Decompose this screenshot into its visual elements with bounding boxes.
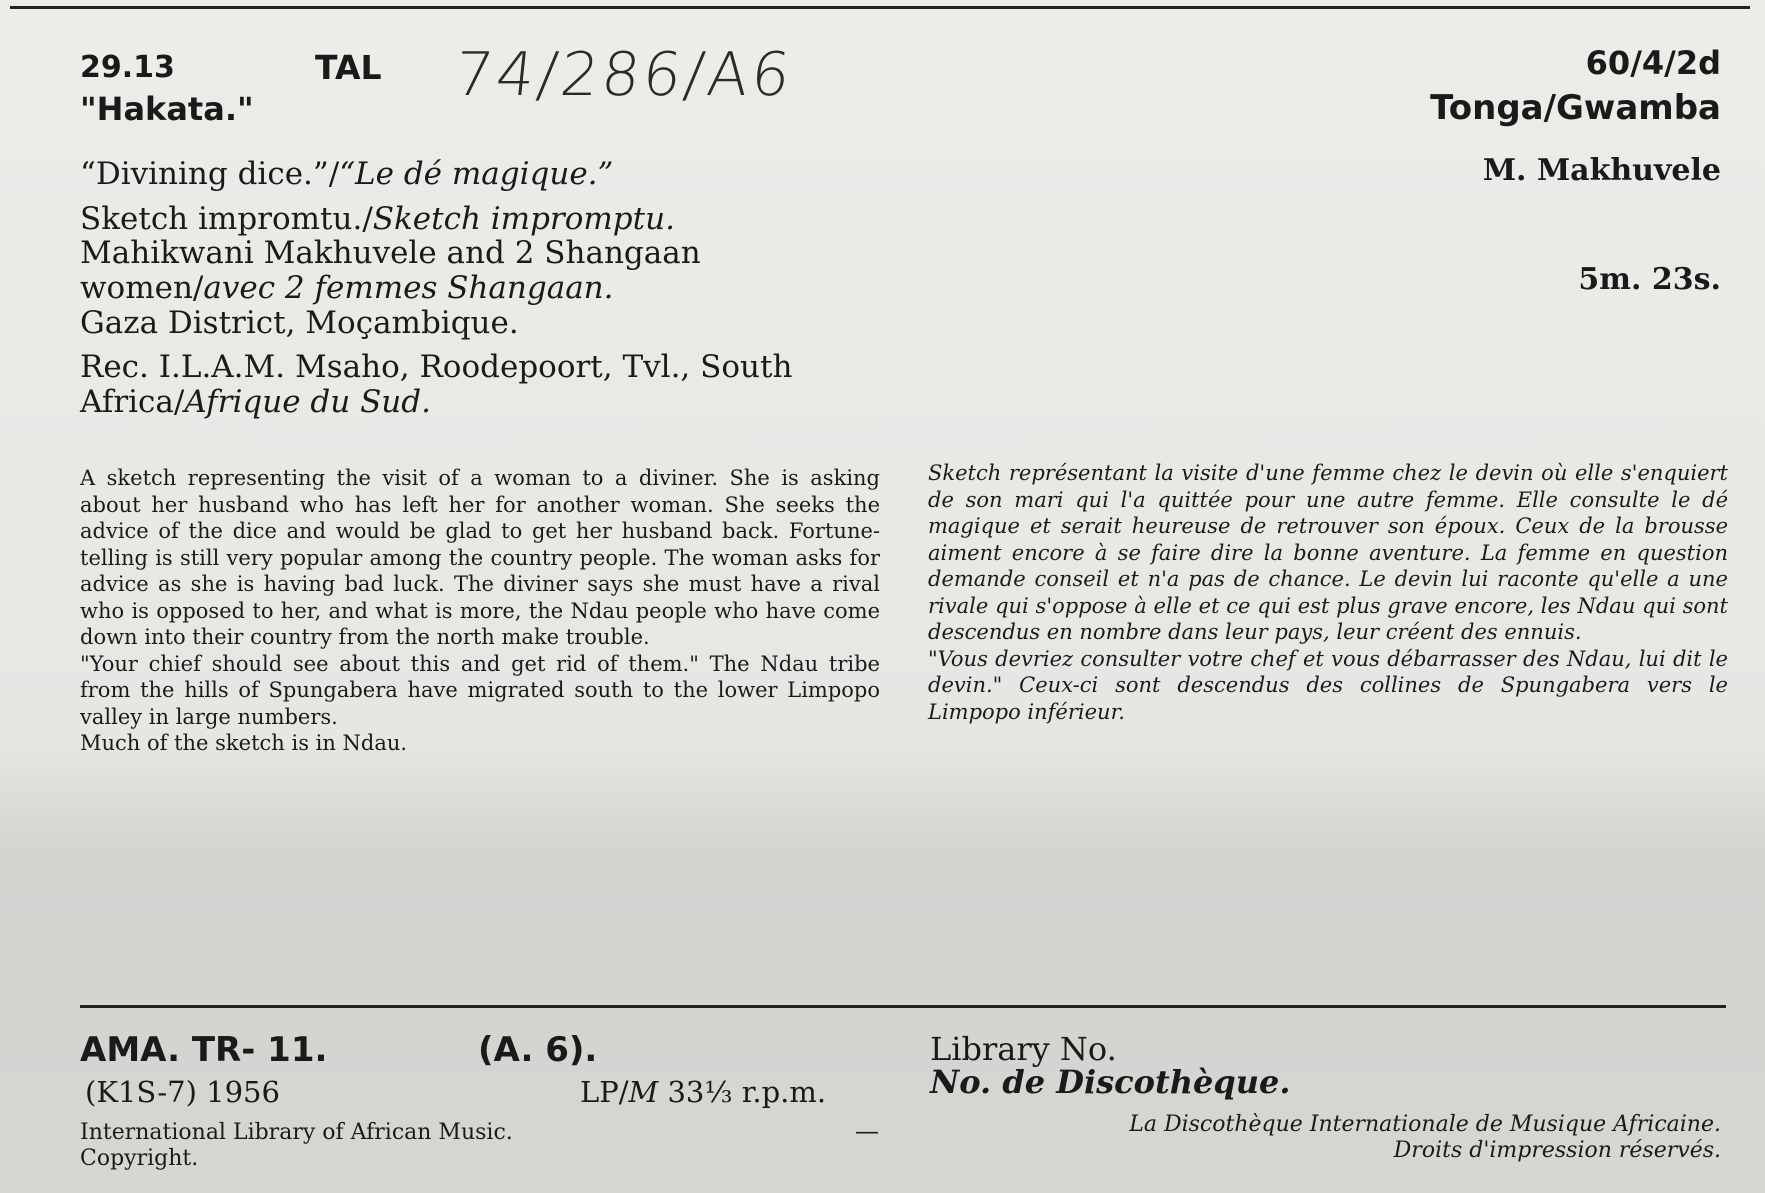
publisher-en — [80, 1120, 513, 1172]
recording-line-1: Rec. I.L.A.M. Msaho, Roodepoort, Tvl., South — [80, 349, 793, 385]
bottom-rule — [80, 1005, 1726, 1008]
format-speed: 33⅓ r.p.m. — [667, 1075, 827, 1109]
performers-en: women/ — [80, 270, 204, 306]
format-m: M — [628, 1075, 659, 1109]
library-number-fr: No. de Discothèque. — [930, 1063, 1291, 1101]
matrix-year: (K1S-7) 1956 — [85, 1075, 280, 1109]
handwritten-reference: 74/286/A6 — [451, 40, 797, 110]
description-fr-paragraph: "Vous devriez consulter votre chef et vous débarrasser des Ndau, lui dit le devin." Ceux-ci sont descendus des collines de Spungabera vers le Limpopo inférieur. — [928, 646, 1728, 724]
series-code: TAL — [315, 48, 382, 87]
translation-en: “Divining dice.”/ — [80, 156, 340, 192]
price-code: 60/4/2d — [1585, 44, 1721, 82]
performers-fr: avec 2 femmes Shangaan. — [203, 270, 614, 306]
description-french — [928, 460, 1728, 725]
recording-en: Africa/ — [80, 384, 185, 420]
catalogue-number: 29.13 — [80, 50, 175, 85]
type-line — [80, 202, 675, 236]
language: Tonga/Gwamba — [1430, 88, 1721, 128]
description-english — [80, 465, 880, 757]
location: Gaza District, Moçambique. — [80, 305, 519, 341]
performer: M. Makhuvele — [1482, 153, 1721, 188]
track-title: "Hakata." — [80, 90, 254, 128]
description-en-paragraph: A sketch representing the visit of a woman to a diviner. She is asking about her husband who has left her for another woman. She seeks the advice of the dice and would be glad to get her husband back. Fortune-telling is still very popular among the country people. The woman asks for advice as she is having bad luck. The diviner says she must have a rival who is opposed to her, and what is more, the Ndau people who have come down into their country from the north make trouble. — [80, 466, 880, 649]
recording-fr: Afrique du Sud. — [184, 384, 431, 420]
translation-fr: “Le dé magique.” — [339, 156, 614, 192]
description-fr-paragraph: Sketch représentant la visite d'une femme chez le devin où elle s'enquiert de son mari qui l'a quittée pour une autre femme. Elle consulte le dé magique et serait heureuse de retrouver son époux. Ceux de la brousse aiment encore à se faire dire la bonne aventure. La femme en question demande conseil et n'a pas de chance. Le devin lui raconte qu'elle a une rivale qui s'oppose à elle et ce qui est plus grave encore, les Ndau qui sont descendus en nombre dans leur pays, leur créent des ennuis. — [928, 461, 1728, 644]
performers-line-2 — [80, 271, 614, 305]
separator-dash: — — [855, 1117, 879, 1145]
record-format — [580, 1075, 826, 1109]
recording-line-2 — [80, 385, 431, 419]
description-en-paragraph: Much of the sketch is in Ndau. — [80, 731, 408, 755]
publisher-fr-line-2: Droits d'impression réservés. — [1393, 1138, 1721, 1163]
publisher-fr — [1129, 1112, 1721, 1164]
side-number: (A. 6). — [478, 1030, 598, 1070]
publisher-fr-line-1: La Discothèque Internationale de Musique Africaine. — [1129, 1112, 1721, 1137]
publisher-en-line-1: International Library of African Music. — [80, 1120, 513, 1145]
library-number-en: Library No. — [930, 1030, 1117, 1068]
publisher-en-line-2: Copyright. — [80, 1146, 199, 1171]
translation-line — [80, 157, 613, 191]
ama-number: AMA. TR- 11. — [80, 1030, 328, 1070]
performers-line-1: Mahikwani Makhuvele and 2 Shangaan — [80, 235, 701, 271]
type-fr: Sketch impromptu. — [372, 201, 675, 237]
top-rule — [10, 6, 1750, 9]
format-prefix: LP/ — [580, 1075, 629, 1109]
duration: 5m. 23s. — [1578, 262, 1721, 297]
type-en: Sketch impromtu./ — [80, 201, 373, 237]
description-en-paragraph: "Your chief should see about this and get rid of them." The Ndau tribe from the hills of Spungabera have migrated south to the lower Limpopo valley in large numbers. — [80, 651, 880, 729]
